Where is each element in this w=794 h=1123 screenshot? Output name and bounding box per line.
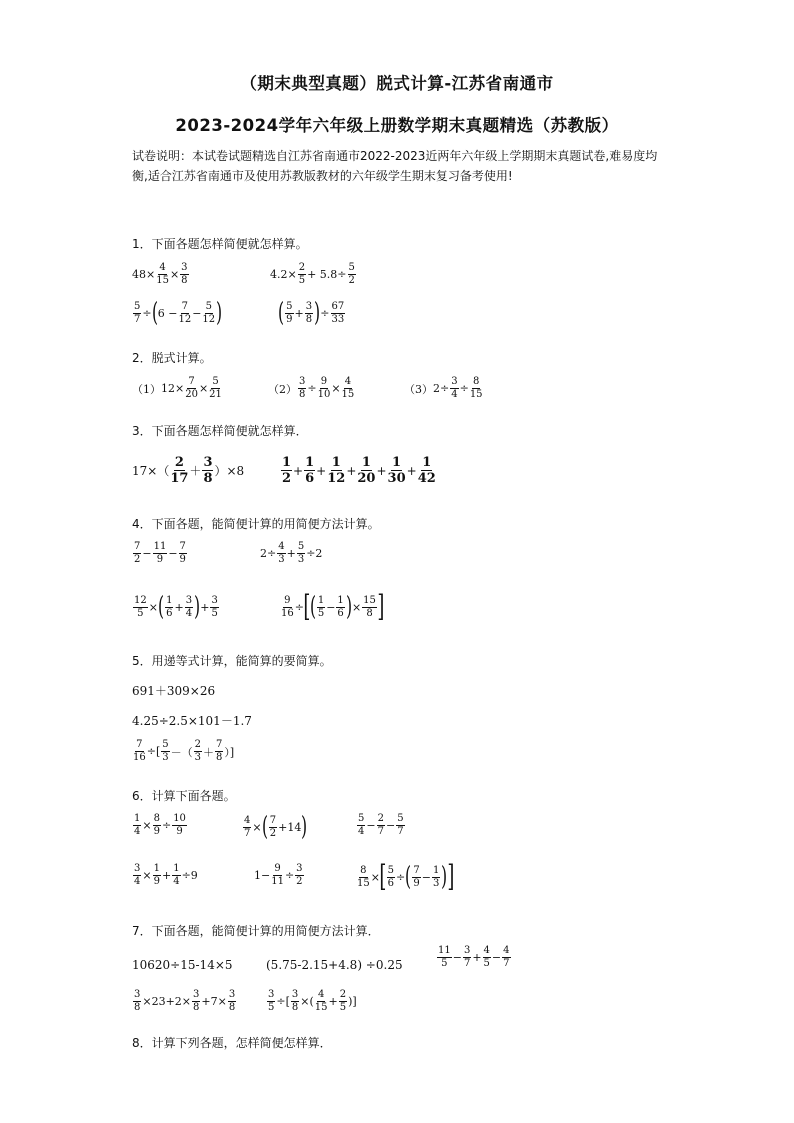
q2-expr-1: （1） 12× 7 20 × 5 21 bbox=[132, 376, 222, 400]
label-2: （2） bbox=[268, 382, 297, 396]
label-3: （3） bbox=[404, 382, 433, 396]
q6-expr-f: 8 15 × [ 5 6 ÷ ( 7 9 − 1 3 ) ] bbox=[357, 859, 454, 894]
question-3-heading: 3．下面各题怎样简便就怎样算． bbox=[132, 424, 308, 438]
q2-expr-2: （2） 3 8 ÷ 9 10 × 4 15 bbox=[268, 376, 355, 400]
question-1-heading: 1．下面各题怎样简便就怎样算。 bbox=[132, 237, 308, 251]
q4-expr-a: 7 2 − 11 9 − 7 9 bbox=[134, 541, 186, 565]
q7-expr-c: 11 5 − 3 7 + 4 5 − 4 7 bbox=[438, 945, 510, 969]
question-5-heading: 5．用递等式计算，能简算的要简算。 bbox=[132, 654, 332, 668]
q4-expr-c: 12 5 × ( 1 6 + 3 4 ) + 3 5 bbox=[134, 592, 218, 622]
q2-expr-3: （3） 2÷ 3 4 ÷ 8 15 bbox=[404, 376, 483, 400]
q1-expr-a: 48× 4 15 × 3 8 bbox=[132, 262, 188, 286]
q1-expr-c: 5 7 ÷ ( 6 − 7 12 − 5 12 ) bbox=[134, 298, 223, 328]
q7-expr-b: (5.75-2.15+4.8) ÷0.25 bbox=[266, 958, 403, 972]
q6-expr-c: 5 4 − 2 7 − 5 7 bbox=[358, 813, 404, 837]
q7-expr-e: 3 5 ÷[ 3 8 ×( 4 15 + 2 5 )] bbox=[268, 989, 357, 1013]
q3-expr-a: 17×（ 2 17 ＋ 3 8 ）×8 bbox=[132, 455, 245, 486]
q6-expr-e: 1− 9 11 ÷ 3 2 bbox=[254, 863, 303, 887]
q1-expr-d: ( 5 9 + 3 8 ) ÷ 67 33 bbox=[278, 298, 345, 328]
q4-expr-d: 9 16 ÷ [ ( 1 5 − 1 6 ) × 15 8 ] bbox=[281, 589, 385, 624]
question-4-heading: 4．下面各题，能简便计算的用简便方法计算。 bbox=[132, 517, 380, 531]
q6-expr-a: 1 4 × 8 9 ÷ 10 9 bbox=[134, 813, 186, 837]
document-title: （期末典型真题）脱式计算-江苏省南通市 bbox=[240, 74, 554, 93]
question-8-heading: 8．计算下列各题，怎样简便怎样算． bbox=[132, 1036, 332, 1050]
question-7-heading: 7．下面各题，能简便计算的用简便方法计算． bbox=[132, 924, 380, 938]
q5-expr-a: 691＋309×26 bbox=[132, 684, 216, 698]
q6-expr-d: 3 4 × 1 9 + 1 4 ÷9 bbox=[134, 863, 198, 887]
q7-expr-a: 10620÷15-14×5 bbox=[132, 958, 233, 972]
q7-expr-d: 3 8 ×23+2× 3 8 +7× 3 8 bbox=[134, 989, 236, 1013]
paper-description: 试卷说明：本试卷试题精选自江苏省南通市2022-2023近两年六年级上学期期末真题试卷,难易度均衡,适合江苏省南通市及使用苏教版教材的六年级学生期末复习备考使用! bbox=[132, 149, 658, 183]
q6-expr-b: 4 7 × ( 7 2 +14 ) bbox=[244, 812, 308, 842]
question-6-heading: 6．计算下面各题。 bbox=[132, 789, 236, 803]
q5-expr-c: 7 16 ÷[ 5 3 －（ 2 3 ＋ 7 8 ）] bbox=[133, 739, 235, 763]
document-subtitle: 2023-2024学年六年级上册数学期末真题精选（苏教版） bbox=[175, 116, 619, 135]
question-2-heading: 2．脱式计算。 bbox=[132, 351, 212, 365]
q1-expr-b: 4.2× 2 5 + 5.8÷ 5 2 bbox=[270, 262, 355, 286]
q4-expr-b: 2÷ 4 3 + 5 3 ÷2 bbox=[260, 541, 323, 565]
q5-expr-b: 4.25÷2.5×101－1.7 bbox=[132, 714, 252, 728]
label-1: （1） bbox=[132, 382, 161, 396]
q3-expr-b: 1 2 + 1 6 + 1 12 + 1 20 + 1 30 + 1 42 bbox=[282, 455, 436, 486]
